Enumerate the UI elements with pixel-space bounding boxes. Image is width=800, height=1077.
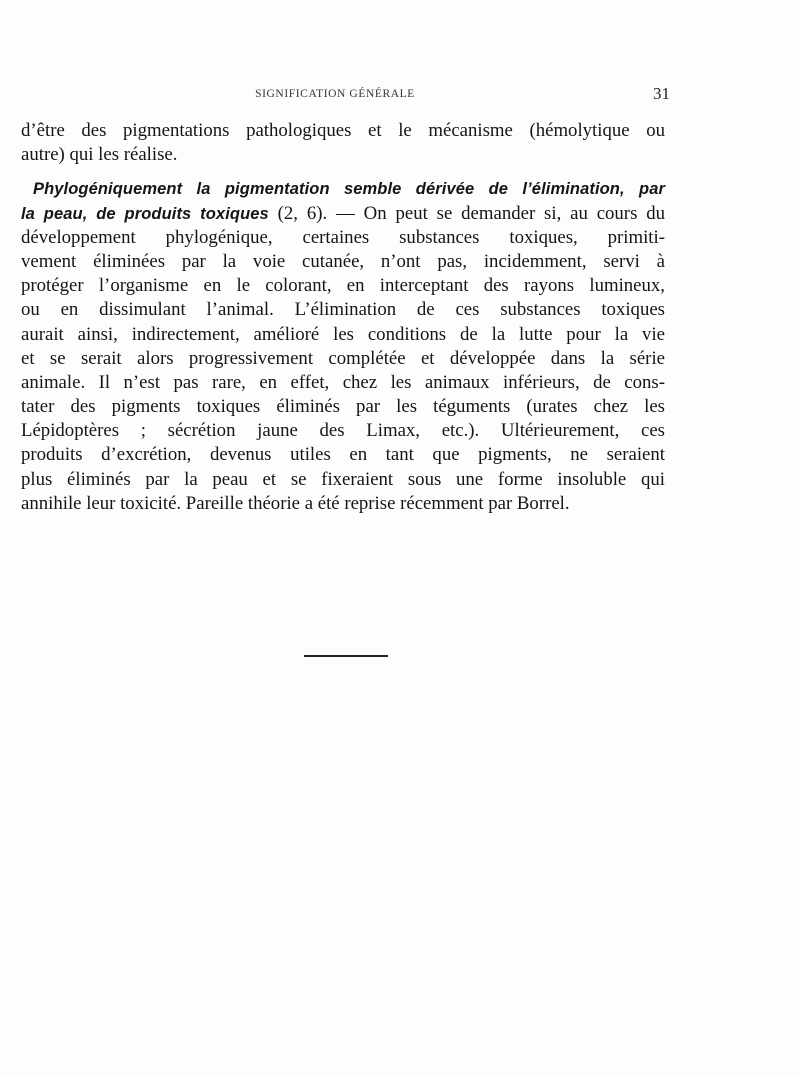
- text-line: produits d’excrétion, devenus utiles en tant que pigments, ne seraient: [21, 444, 665, 466]
- paragraph-2: [21, 177, 665, 516]
- text-line: et se serait alors progressivement complétée et développée dans la série: [21, 347, 665, 369]
- text-line: aurait ainsi, indirectement, amélioré les conditions de la lutte pour la vie: [21, 323, 665, 345]
- lead-heading-part-2: la peau, de produits toxiques: [21, 204, 269, 223]
- lead-heading-part-1: Phylogéniquement la pigmentation semble dérivée de l’élimination, par: [33, 180, 665, 199]
- text-line: animale. Il n’est pas rare, en effet, chez les animaux inférieurs, de cons-: [21, 371, 665, 393]
- text-line: Lépidoptères ; sécrétion jaune des Limax, etc.). Ultérieurement, ces: [21, 420, 665, 442]
- page-number: 31: [653, 84, 670, 103]
- body-text: [21, 119, 665, 516]
- text-line: annihile leur toxicité. Pareille théorie a été reprise récemment par Borrel.: [21, 492, 570, 514]
- text-line: autre) qui les réalise.: [21, 144, 178, 166]
- text-line-lead: [21, 177, 665, 201]
- paragraph-gap: [21, 167, 665, 177]
- text-line: développement phylogénique, certaines substances toxiques, primiti-: [21, 226, 665, 248]
- text-line: ou en dissimulant l’animal. L’élimination de ces substances toxiques: [21, 299, 665, 321]
- lead-continuation: (2, 6). — On peut se demander si, au cours du: [268, 202, 666, 224]
- text-line: protéger l’organisme en le colorant, en interceptant des rayons lumineux,: [21, 275, 665, 297]
- text-line: tater des pigments toxiques éliminés par les téguments (urates chez les: [21, 396, 665, 418]
- text-line: d’être des pigmentations pathologiques et le mécanisme (hémolytique ou: [21, 120, 665, 141]
- paragraph-1: [21, 119, 665, 167]
- section-end-rule: [304, 655, 388, 657]
- text-line: plus éliminés par la peau et se fixeraient sous une forme insoluble qui: [21, 468, 665, 490]
- running-head: SIGNIFICATION GÉNÉRALE: [255, 88, 415, 100]
- text-line-lead: [21, 202, 665, 226]
- text-line: vement éliminées par la voie cutanée, n’ont pas, incidemment, servi à: [21, 250, 665, 272]
